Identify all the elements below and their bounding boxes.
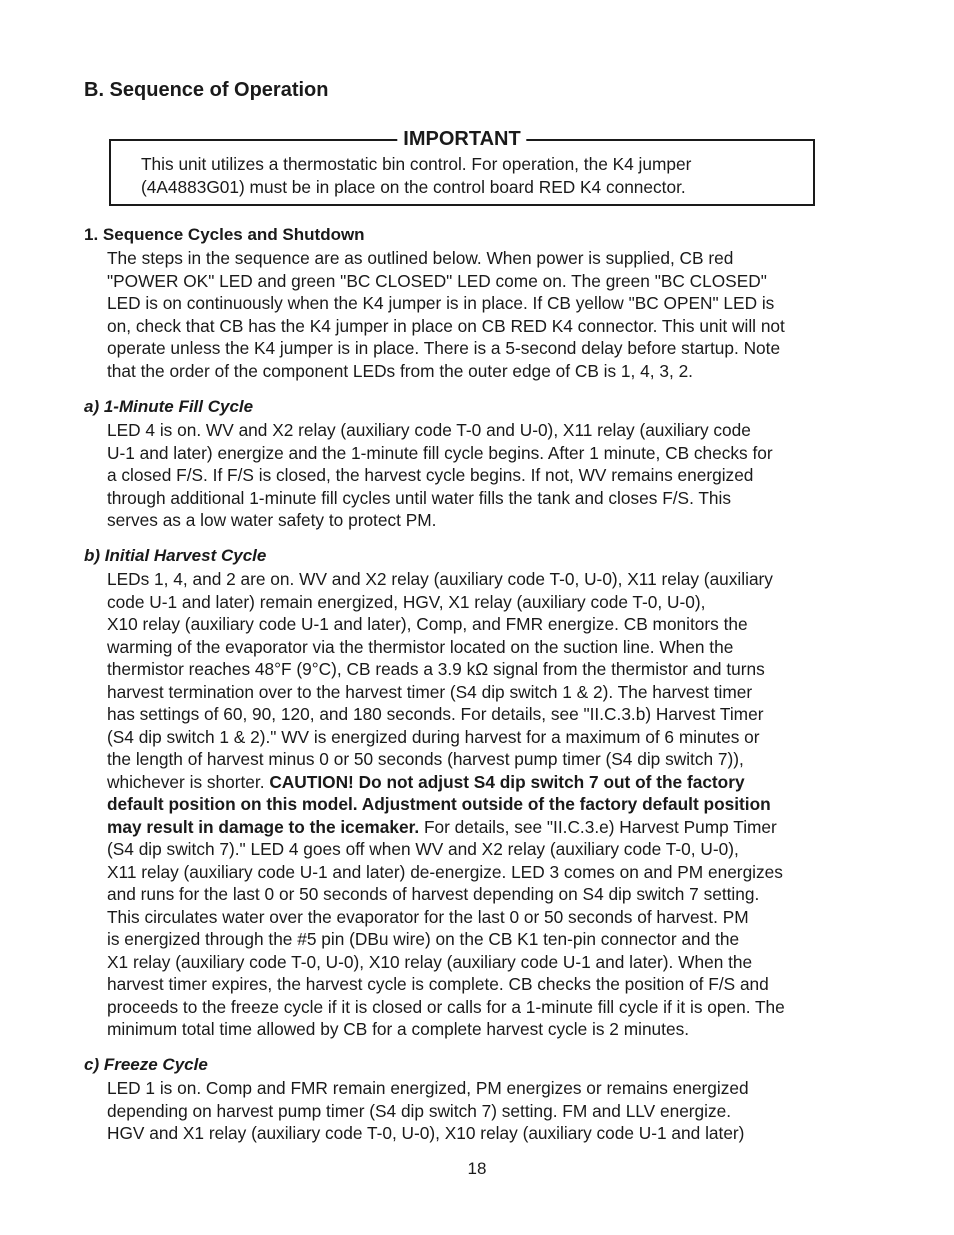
important-line: (4A4883G01) must be in place on the control board RED K4 connector. (141, 177, 686, 197)
paragraph-line: a closed F/S. If F/S is closed, the harvest cycle begins. If not, WV remains energized (107, 465, 754, 485)
section-title: B. Sequence of Operation (84, 79, 329, 101)
page-number: 18 (467, 1159, 487, 1178)
paragraph-line: "POWER OK" LED and green "BC CLOSED" LED come on. The green "BC CLOSED" (107, 270, 767, 291)
caution-text: may result in damage to the icemaker. (107, 816, 420, 837)
paragraph-line: depending on harvest pump timer (S4 dip switch 7) setting. FM and LLV energize. (107, 1100, 732, 1121)
shorter-text: whichever is shorter. (107, 771, 270, 792)
paragraph-line (107, 793, 847, 816)
paragraph-line: (S4 dip switch 7)." LED 4 goes off when WV and X2 relay (auxiliary code T-0, U-0), (107, 839, 739, 859)
paragraph-line: LED 1 is on. Comp and FMR remain energized, PM energizes or remains energized (107, 1078, 749, 1098)
paragraph-line: through additional 1-minute fill cycles until water fills the tank and closes F/S. This (107, 487, 732, 508)
fill-cycle-paragraph (107, 419, 847, 532)
harvest-cycle-paragraph (107, 568, 847, 1041)
paragraph-line: serves as a low water safety to protect PM. (107, 510, 437, 530)
important-line: This unit utilizes a thermostatic bin control. For operation, the K4 jumper (141, 154, 692, 174)
paragraph-line: (S4 dip switch 1 & 2)." WV is energized during harvest for a maximum of 6 minutes or (107, 726, 760, 747)
important-text (141, 153, 801, 199)
fill-cycle-heading: a) 1-Minute Fill Cycle (84, 397, 254, 416)
harvest-cycle-heading: b) Initial Harvest Cycle (84, 546, 267, 565)
paragraph-line: X11 relay (auxiliary code U-1 and later) de-energize. LED 3 comes on and PM energizes (107, 861, 783, 882)
important-label: IMPORTANT (397, 128, 526, 150)
sequence-cycles-paragraph (107, 247, 847, 382)
details-text: For details, see "II.C.3.e) Harvest Pump Timer (419, 816, 777, 837)
paragraph-line: This circulates water over the evaporator for the last 0 or 50 seconds of harvest. PM (107, 906, 749, 927)
paragraph-line: on, check that CB has the K4 jumper in place on CB RED K4 connector. This unit will not (107, 315, 785, 336)
paragraph-line: harvest timer expires, the harvest cycle is complete. CB checks the position of F/S and (107, 974, 769, 994)
paragraph-line: minimum total time allowed by CB for a complete harvest cycle is 2 minutes. (107, 1019, 690, 1039)
sequence-cycles-heading: 1. Sequence Cycles and Shutdown (84, 225, 365, 244)
paragraph-line: LED 4 is on. WV and X2 relay (auxiliary code T-0 and U-0), X11 relay (auxiliary code (107, 420, 751, 440)
caution-text: CAUTION! Do not adjust S4 dip switch 7 out of the factory (269, 771, 745, 792)
paragraph-line: harvest termination over to the harvest timer (S4 dip switch 1 & 2). The harvest timer (107, 681, 753, 702)
freeze-cycle-paragraph (107, 1077, 847, 1145)
paragraph-line: operate unless the K4 jumper is in place. There is a 5-second delay before startup. Note (107, 338, 781, 358)
paragraph-line: U-1 and later) energize and the 1-minute fill cycle begins. After 1 minute, CB checks for (107, 442, 773, 463)
paragraph-line: is energized through the #5 pin (DBu wire) on the CB K1 ten-pin connector and the (107, 929, 740, 949)
paragraph-line: The steps in the sequence are as outlined below. When power is supplied, CB red (107, 248, 734, 268)
paragraph-line: proceeds to the freeze cycle if it is closed or calls for a 1-minute fill cycle if it is open. The (107, 996, 785, 1017)
paragraph-line: X10 relay (auxiliary code U-1 and later), Comp, and FMR energize. CB monitors the (107, 614, 748, 634)
paragraph-line: the length of harvest minus 0 or 50 seconds (harvest pump timer (S4 dip switch 7)), (107, 749, 744, 769)
paragraph-line: X1 relay (auxiliary code T-0, U-0), X10 relay (auxiliary code U-1 and later). When the (107, 951, 753, 972)
paragraph-line: LED is on continuously when the K4 jumper is in place. If CB yellow "BC OPEN" LED is (107, 293, 775, 313)
paragraph-line: LEDs 1, 4, and 2 are on. WV and X2 relay (auxiliary code T-0, U-0), X11 relay (auxiliary (107, 569, 773, 589)
paragraph-line: has settings of 60, 90, 120, and 180 seconds. For details, see "II.C.3.b) Harvest Timer (107, 704, 764, 724)
paragraph-line: that the order of the component LEDs from the outer edge of CB is 1, 4, 3, 2. (107, 360, 693, 381)
paragraph-line: warming of the evaporator via the thermistor located on the suction line. When the (107, 636, 734, 657)
paragraph-line (107, 771, 847, 794)
paragraph-line: code U-1 and later) remain energized, HGV, X1 relay (auxiliary code T-0, U-0), (107, 591, 706, 612)
caution-text: default position on this model. Adjustment outside of the factory default position (107, 794, 771, 814)
paragraph-line: thermistor reaches 48°F (9°C), CB reads a 3.9 kΩ signal from the thermistor and turns (107, 659, 765, 679)
important-notice-box (109, 128, 815, 206)
paragraph-line: HGV and X1 relay (auxiliary code T-0, U-0), X10 relay (auxiliary code U-1 and later) (107, 1123, 745, 1143)
freeze-cycle-heading: c) Freeze Cycle (84, 1055, 208, 1074)
paragraph-line (107, 816, 847, 839)
paragraph-line: and runs for the last 0 or 50 seconds of harvest depending on S4 dip switch 7 setting. (107, 884, 760, 904)
